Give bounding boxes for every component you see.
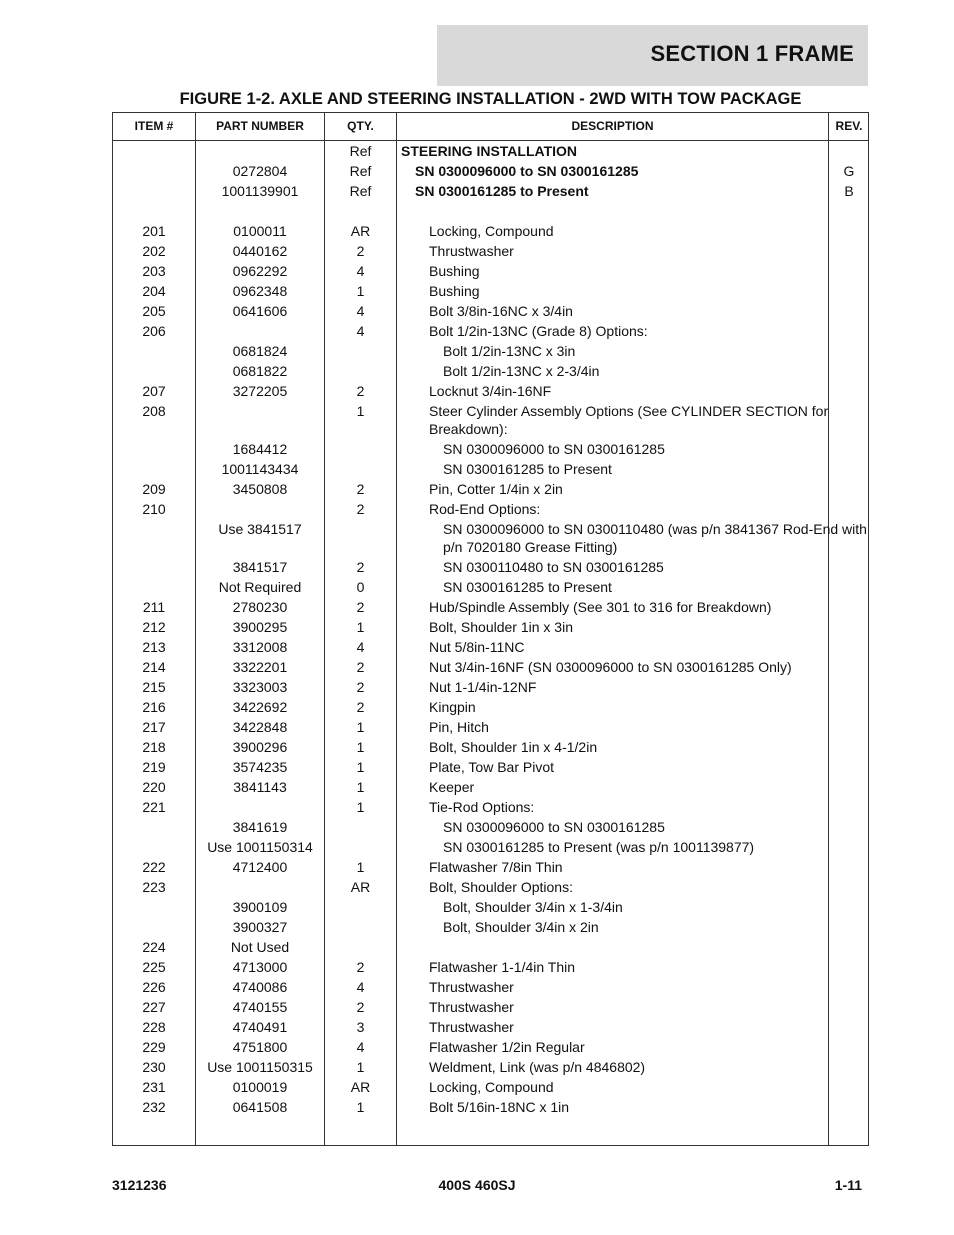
description: Tie-Rod Options: xyxy=(429,799,535,815)
quantity: 1 xyxy=(356,1059,365,1075)
item-number: 217 xyxy=(142,719,166,735)
table-row xyxy=(113,577,868,597)
description: Flatwasher 7/8in Thin xyxy=(429,859,563,875)
item-number: 204 xyxy=(142,283,166,299)
description: SN 0300096000 to SN 0300161285 xyxy=(443,819,665,835)
table-row xyxy=(113,1037,868,1057)
quantity: 0 xyxy=(356,579,365,595)
description: Flatwasher 1-1/4in Thin xyxy=(429,959,576,975)
table-row xyxy=(113,181,868,201)
table-row xyxy=(113,321,868,341)
table-row xyxy=(113,597,868,617)
item-number: 220 xyxy=(142,779,166,795)
table-row xyxy=(113,857,868,877)
column-header-rev: REV. xyxy=(835,119,863,133)
description: Rod-End Options: xyxy=(429,501,541,517)
table-row xyxy=(113,1097,868,1117)
quantity: 1 xyxy=(356,779,365,795)
table-row xyxy=(113,261,868,281)
description: Bolt 5/16in-18NC x 1in xyxy=(429,1099,570,1115)
quantity: 2 xyxy=(356,999,365,1015)
part-number: 1001143434 xyxy=(221,461,299,477)
part-number: 2780230 xyxy=(232,599,288,615)
quantity: 3 xyxy=(356,1019,365,1035)
item-number: 230 xyxy=(142,1059,166,1075)
quantity: 2 xyxy=(356,659,365,675)
quantity: 4 xyxy=(356,639,365,655)
description: Locking, Compound xyxy=(429,223,554,239)
item-number: 212 xyxy=(142,619,166,635)
quantity: AR xyxy=(350,879,371,895)
part-number: 3841517 xyxy=(232,559,288,575)
table-row xyxy=(113,381,868,401)
table-row xyxy=(113,281,868,301)
quantity: 4 xyxy=(356,303,365,319)
column-header-description: DESCRIPTION xyxy=(571,119,654,133)
part-number: 0681822 xyxy=(232,363,288,379)
quantity: 1 xyxy=(356,759,365,775)
quantity: Ref xyxy=(349,163,372,179)
item-number: 210 xyxy=(142,501,166,517)
table-row xyxy=(113,657,868,677)
quantity: 4 xyxy=(356,1039,365,1055)
part-number: 0962292 xyxy=(232,263,288,279)
part-number: 3841619 xyxy=(232,819,288,835)
row-spacer xyxy=(113,201,868,221)
description: Weldment, Link (was p/n 4846802) xyxy=(429,1059,646,1075)
part-number: 0100019 xyxy=(232,1079,288,1095)
quantity: 2 xyxy=(356,481,365,497)
part-number: 1684412 xyxy=(232,441,288,457)
description: Flatwasher 1/2in Regular xyxy=(429,1039,585,1055)
part-number: 3900327 xyxy=(232,919,288,935)
description: SN 0300110480 to SN 0300161285 xyxy=(443,559,664,575)
part-number: Use 3841517 xyxy=(218,521,302,537)
part-number: 4751800 xyxy=(232,1039,288,1055)
quantity: 2 xyxy=(356,699,365,715)
footer-document-number: 3121236 xyxy=(112,1177,167,1193)
table-row xyxy=(113,837,868,857)
part-number: 3450808 xyxy=(232,481,288,497)
part-number: 0681824 xyxy=(232,343,288,359)
table-row xyxy=(113,221,868,241)
quantity: 2 xyxy=(356,243,365,259)
item-number: 201 xyxy=(142,223,166,239)
table-row xyxy=(113,957,868,977)
description: Nut 5/8in-11NC xyxy=(429,639,525,655)
table-row xyxy=(113,817,868,837)
description: SN 0300096000 to SN 0300161285 xyxy=(443,441,665,457)
table-row xyxy=(113,141,868,161)
item-number: 221 xyxy=(142,799,166,815)
table-row xyxy=(113,917,868,937)
quantity: 1 xyxy=(356,403,365,419)
quantity: 2 xyxy=(356,559,365,575)
part-number: 3312008 xyxy=(232,639,288,655)
quantity: 4 xyxy=(356,323,365,339)
description: Pin, Hitch xyxy=(429,719,489,735)
description: Bushing xyxy=(429,263,480,279)
table-row xyxy=(113,997,868,1017)
description: Thrustwasher xyxy=(429,999,514,1015)
parts-table xyxy=(112,112,869,1146)
table-row xyxy=(113,717,868,737)
item-number: 231 xyxy=(142,1079,166,1095)
part-number: 0641606 xyxy=(232,303,288,319)
revision: B xyxy=(844,183,854,199)
table-row xyxy=(113,697,868,717)
table-row xyxy=(113,797,868,817)
item-number: 222 xyxy=(142,859,166,875)
item-number: 214 xyxy=(142,659,166,675)
description: Nut 3/4in-16NF (SN 0300096000 to SN 0300161285 Only) xyxy=(429,659,792,675)
footer-page-number: 1-11 xyxy=(834,1177,862,1193)
table-row xyxy=(113,479,868,499)
item-number: 227 xyxy=(142,999,166,1015)
footer-model: 400S 460SJ xyxy=(438,1177,516,1193)
revision: G xyxy=(843,163,855,179)
description: STEERING INSTALLATION xyxy=(401,143,578,159)
part-number: 3323003 xyxy=(232,679,288,695)
table-row xyxy=(113,401,868,439)
quantity: 2 xyxy=(356,679,365,695)
description: SN 0300096000 to SN 0300110480 (was p/n 3841367 Rod-End with p/n 7020180 Grease Fitting) xyxy=(443,521,867,555)
part-number: 3841143 xyxy=(233,779,287,795)
description: Bolt 1/2in-13NC x 2-3/4in xyxy=(443,363,600,379)
quantity: Ref xyxy=(349,183,372,199)
table-row xyxy=(113,241,868,261)
table-row xyxy=(113,519,868,557)
quantity: 4 xyxy=(356,263,365,279)
item-number: 226 xyxy=(142,979,166,995)
description: Steer Cylinder Assembly Options (See CYLINDER SECTION for Breakdown): xyxy=(429,403,829,437)
item-number: 223 xyxy=(142,879,166,895)
table-row xyxy=(113,499,868,519)
description: Thrustwasher xyxy=(429,979,514,995)
quantity: 2 xyxy=(356,383,365,399)
item-number: 215 xyxy=(142,679,166,695)
quantity: 1 xyxy=(356,619,365,635)
description: Pin, Cotter 1/4in x 2in xyxy=(429,481,563,497)
figure-title: FIGURE 1-2. AXLE AND STEERING INSTALLATION - 2WD WITH TOW PACKAGE xyxy=(179,90,802,108)
table-row xyxy=(113,161,868,181)
quantity: AR xyxy=(350,1079,371,1095)
item-number: 211 xyxy=(142,599,166,615)
part-number: Use 1001150314 xyxy=(207,839,313,855)
description: Keeper xyxy=(429,779,475,795)
description: Bolt, Shoulder 3/4in x 2in xyxy=(443,919,599,935)
column-header-item: ITEM # xyxy=(134,119,174,133)
table-row xyxy=(113,677,868,697)
item-number: 213 xyxy=(142,639,166,655)
description: Nut 1-1/4in-12NF xyxy=(429,679,537,695)
quantity: AR xyxy=(350,223,371,239)
description: Kingpin xyxy=(429,699,476,715)
table-row xyxy=(113,777,868,797)
part-number: 1001139901 xyxy=(221,183,299,199)
quantity: 2 xyxy=(356,501,365,517)
part-number: 4740086 xyxy=(232,979,288,995)
part-number: 4712400 xyxy=(232,859,288,875)
description: Plate, Tow Bar Pivot xyxy=(429,759,555,775)
part-number: 4740491 xyxy=(232,1019,288,1035)
item-number: 228 xyxy=(142,1019,166,1035)
table-row xyxy=(113,301,868,321)
quantity: 4 xyxy=(356,979,365,995)
table-row xyxy=(113,361,868,381)
description: Bolt 1/2in-13NC x 3in xyxy=(443,343,576,359)
table-row xyxy=(113,459,868,479)
part-number: 0100011 xyxy=(233,223,287,239)
table-row xyxy=(113,757,868,777)
description: Bolt 3/8in-16NC x 3/4in xyxy=(429,303,573,319)
description: SN 0300161285 to Present xyxy=(443,461,612,477)
part-number: 0641508 xyxy=(232,1099,288,1115)
table-row xyxy=(113,1017,868,1037)
description: SN 0300161285 to Present (was p/n 1001139877) xyxy=(443,839,755,855)
description: Bushing xyxy=(429,283,480,299)
quantity: 1 xyxy=(356,283,365,299)
table-row xyxy=(113,1057,868,1077)
part-number: 0272804 xyxy=(232,163,288,179)
description: Bolt, Shoulder 3/4in x 1-3/4in xyxy=(443,899,623,915)
description: SN 0300096000 to SN 0300161285 xyxy=(415,163,639,179)
item-number: 218 xyxy=(142,739,166,755)
table-row xyxy=(113,617,868,637)
quantity: 1 xyxy=(356,739,365,755)
table-row xyxy=(113,439,868,459)
part-number: 3422848 xyxy=(232,719,288,735)
item-number: 208 xyxy=(142,403,166,419)
part-number: Not Used xyxy=(230,939,290,955)
item-number: 225 xyxy=(142,959,166,975)
column-header-part-number: PART NUMBER xyxy=(216,119,304,133)
description: SN 0300161285 to Present xyxy=(415,183,589,199)
table-row xyxy=(113,341,868,361)
section-title: SECTION 1 FRAME xyxy=(650,41,854,66)
quantity: 2 xyxy=(356,599,365,615)
part-number: 3900296 xyxy=(232,739,288,755)
part-number: 3574235 xyxy=(232,759,288,775)
item-number: 224 xyxy=(142,939,166,955)
part-number: 3900295 xyxy=(232,619,288,635)
description: Bolt 1/2in-13NC (Grade 8) Options: xyxy=(429,323,648,339)
description: Bolt, Shoulder Options: xyxy=(429,879,573,895)
item-number: 202 xyxy=(142,243,166,259)
quantity: 1 xyxy=(356,719,365,735)
item-number: 219 xyxy=(142,759,166,775)
description: Hub/Spindle Assembly (See 301 to 316 for Breakdown) xyxy=(429,599,772,615)
quantity: 1 xyxy=(356,799,365,815)
table-row xyxy=(113,937,868,957)
quantity: 1 xyxy=(356,859,365,875)
part-number: 0962348 xyxy=(232,283,288,299)
item-number: 203 xyxy=(142,263,166,279)
part-number: 4713000 xyxy=(232,959,288,975)
column-header-qty: QTY. xyxy=(347,119,374,133)
description: Thrustwasher xyxy=(429,1019,514,1035)
description: Bolt, Shoulder 1in x 4-1/2in xyxy=(429,739,598,755)
table-body xyxy=(113,141,868,1117)
quantity: Ref xyxy=(349,143,372,159)
description: Bolt, Shoulder 1in x 3in xyxy=(429,619,573,635)
table-row xyxy=(113,637,868,657)
item-number: 206 xyxy=(142,323,166,339)
part-number: 3900109 xyxy=(232,899,288,915)
table-row xyxy=(113,897,868,917)
item-number: 209 xyxy=(142,481,166,497)
description: Locking, Compound xyxy=(429,1079,554,1095)
part-number: 3272205 xyxy=(232,383,288,399)
part-number: Use 1001150315 xyxy=(207,1059,313,1075)
part-number: 0440162 xyxy=(232,243,288,259)
description: Thrustwasher xyxy=(429,243,514,259)
item-number: 207 xyxy=(142,383,166,399)
part-number: 3422692 xyxy=(232,699,288,715)
description: SN 0300161285 to Present xyxy=(443,579,612,595)
table-row xyxy=(113,557,868,577)
table-row xyxy=(113,737,868,757)
section-header-box xyxy=(437,25,868,86)
part-number: 3322201 xyxy=(232,659,288,675)
quantity: 2 xyxy=(356,959,365,975)
table-row xyxy=(113,977,868,997)
table-row xyxy=(113,1077,868,1097)
quantity: 1 xyxy=(356,1099,365,1115)
item-number: 205 xyxy=(142,303,166,319)
part-number: 4740155 xyxy=(232,999,288,1015)
part-number: Not Required xyxy=(218,579,302,595)
item-number: 232 xyxy=(142,1099,166,1115)
item-number: 216 xyxy=(142,699,166,715)
description: Locknut 3/4in-16NF xyxy=(429,383,552,399)
item-number: 229 xyxy=(142,1039,166,1055)
table-row xyxy=(113,877,868,897)
